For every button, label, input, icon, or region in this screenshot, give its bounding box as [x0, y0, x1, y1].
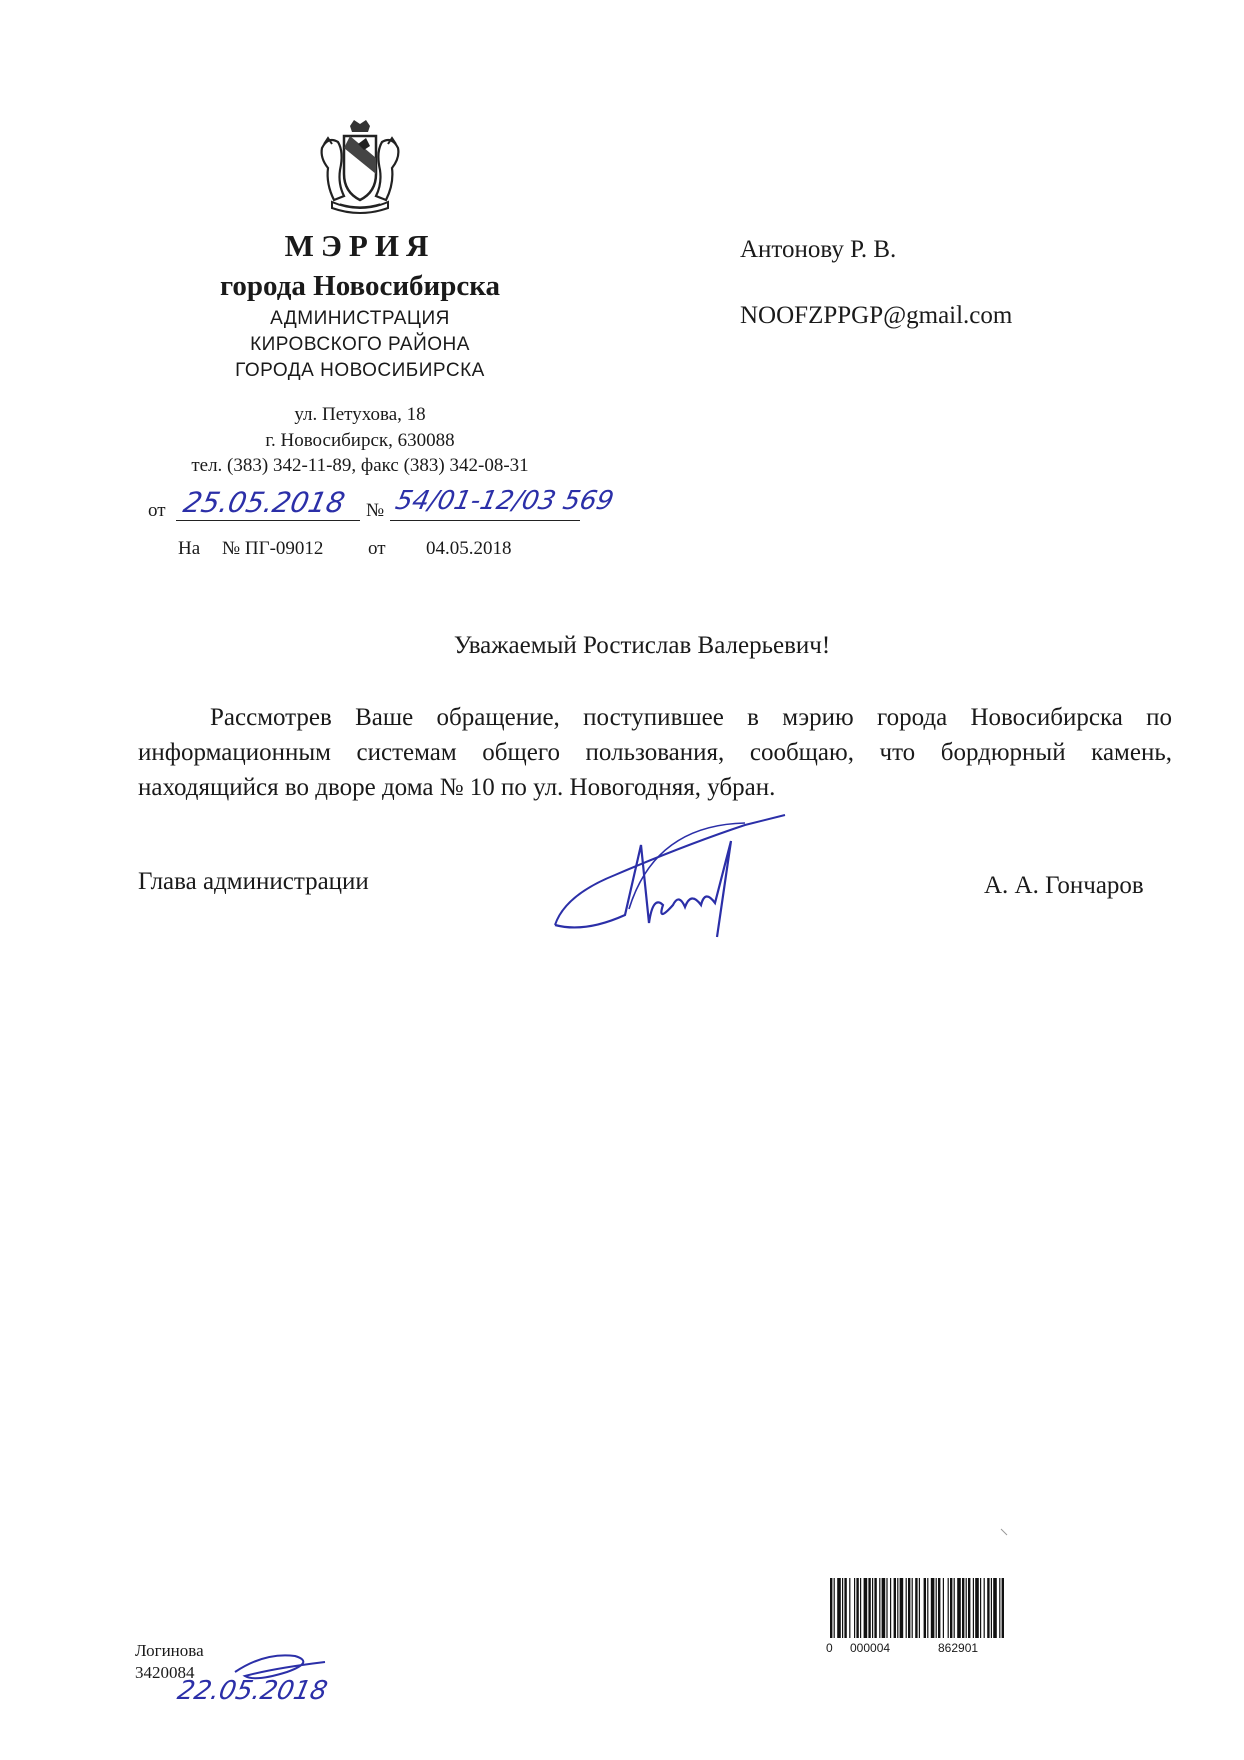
barcode-bar	[984, 1578, 985, 1638]
barcode-bar	[980, 1578, 981, 1638]
executor-name: Логинова	[135, 1641, 204, 1660]
salutation: Уважаемый Ростислав Валерьевич!	[453, 632, 831, 659]
barcode-bar	[950, 1578, 952, 1638]
executor-date: 22.05.2018	[174, 1676, 331, 1706]
barcode-bar	[987, 1578, 989, 1638]
barcode-bar	[830, 1578, 832, 1638]
barcode-bar	[999, 1578, 1000, 1638]
org-name-line1: МЭРИЯ	[284, 228, 436, 263]
barcode-bar	[886, 1578, 887, 1638]
org-name-line2: города Новосибирска	[219, 270, 501, 302]
barcode-bar	[962, 1578, 964, 1638]
document-barcode	[828, 1578, 1008, 1638]
barcode-bar	[842, 1578, 843, 1638]
barcode-digits-mid: 000004	[850, 1641, 891, 1655]
barcode-bar	[834, 1578, 835, 1638]
barcode-bar	[924, 1578, 926, 1638]
scan-speck	[1000, 1528, 1008, 1536]
barcode-bar	[890, 1578, 891, 1638]
barcode-bar	[968, 1578, 970, 1638]
org-name-line5: ГОРОДА НОВОСИБИРСКА	[235, 360, 485, 381]
signatory-position: Глава администрации	[138, 868, 369, 895]
registration-from-label: от	[148, 500, 166, 521]
letter-body: Рассмотрев Ваше обращение, поступившее в мэрию города Новосибирска по информационным системам общего пользования, сообщаю, что бордюрный камень, находящийся во дворе дома № 10 по ул. Новогодняя, убран.	[138, 704, 1172, 801]
barcode-bar	[872, 1578, 873, 1638]
executor-phone: 3420084	[135, 1663, 195, 1682]
barcode-digits-left: 0	[826, 1641, 833, 1655]
barcode-bar	[936, 1578, 937, 1638]
barcode-bar	[854, 1578, 855, 1638]
registration-number: 54/01-12/03 569	[392, 486, 617, 516]
barcode-bar	[931, 1578, 935, 1638]
barcode-bar	[874, 1578, 876, 1638]
registration-date: 25.05.2018	[180, 486, 348, 519]
city-coat-of-arms-icon	[310, 118, 410, 218]
handwritten-signature	[545, 805, 795, 945]
barcode-bar	[860, 1578, 861, 1638]
barcode-bar	[849, 1578, 850, 1638]
address-phone-fax: тел. (383) 342-11-89, факс (383) 342-08-31	[191, 455, 529, 476]
barcode-bar	[915, 1578, 917, 1638]
barcode-bar	[868, 1578, 870, 1638]
barcode-bar	[897, 1578, 898, 1638]
barcode-bar	[919, 1578, 920, 1638]
barcode-bar	[856, 1578, 858, 1638]
registration-line	[148, 486, 668, 524]
barcode-bar	[906, 1578, 907, 1638]
reply-label: На	[178, 538, 201, 559]
barcode-bar	[837, 1578, 841, 1638]
barcode-bar	[975, 1578, 979, 1638]
barcode-bar	[966, 1578, 967, 1638]
barcode-bar	[991, 1578, 992, 1638]
signatory-name: А. А. Гончаров	[984, 872, 1144, 899]
barcode-bar	[948, 1578, 949, 1638]
barcode-bar	[957, 1578, 961, 1638]
barcode-bar	[927, 1578, 928, 1638]
barcode-digits-right: 862901	[938, 1641, 979, 1655]
barcode-bar	[894, 1578, 896, 1638]
barcode-bar	[938, 1578, 940, 1638]
barcode-bar	[954, 1578, 955, 1638]
reply-date: 04.05.2018	[426, 538, 512, 559]
barcode-bar	[908, 1578, 910, 1638]
barcode-bar	[844, 1578, 846, 1638]
barcode-bar	[900, 1578, 904, 1638]
barcode-bar	[912, 1578, 913, 1638]
address-city: г. Новосибирск, 630088	[265, 430, 455, 451]
barcode-bar	[943, 1578, 944, 1638]
address-street: ул. Петухова, 18	[294, 404, 426, 425]
reply-number: № ПГ-09012	[222, 538, 324, 559]
date-underline	[176, 520, 360, 521]
barcode-bar	[973, 1578, 974, 1638]
registration-number-label: №	[366, 500, 385, 521]
org-name-line3: АДМИНИСТРАЦИЯ	[270, 308, 450, 329]
barcode-bar	[993, 1578, 997, 1638]
barcode-bar	[864, 1578, 868, 1638]
recipient-email: NOOFZPPGP@gmail.com	[740, 302, 1013, 329]
number-underline	[390, 520, 580, 521]
recipient-name: Антонову Р. В.	[740, 236, 897, 263]
barcode-bar	[879, 1578, 880, 1638]
org-name-line4: КИРОВСКОГО РАЙОНА	[250, 334, 470, 355]
reply-from-label: от	[368, 538, 386, 559]
barcode-bar	[882, 1578, 886, 1638]
barcode-bar	[1002, 1578, 1004, 1638]
